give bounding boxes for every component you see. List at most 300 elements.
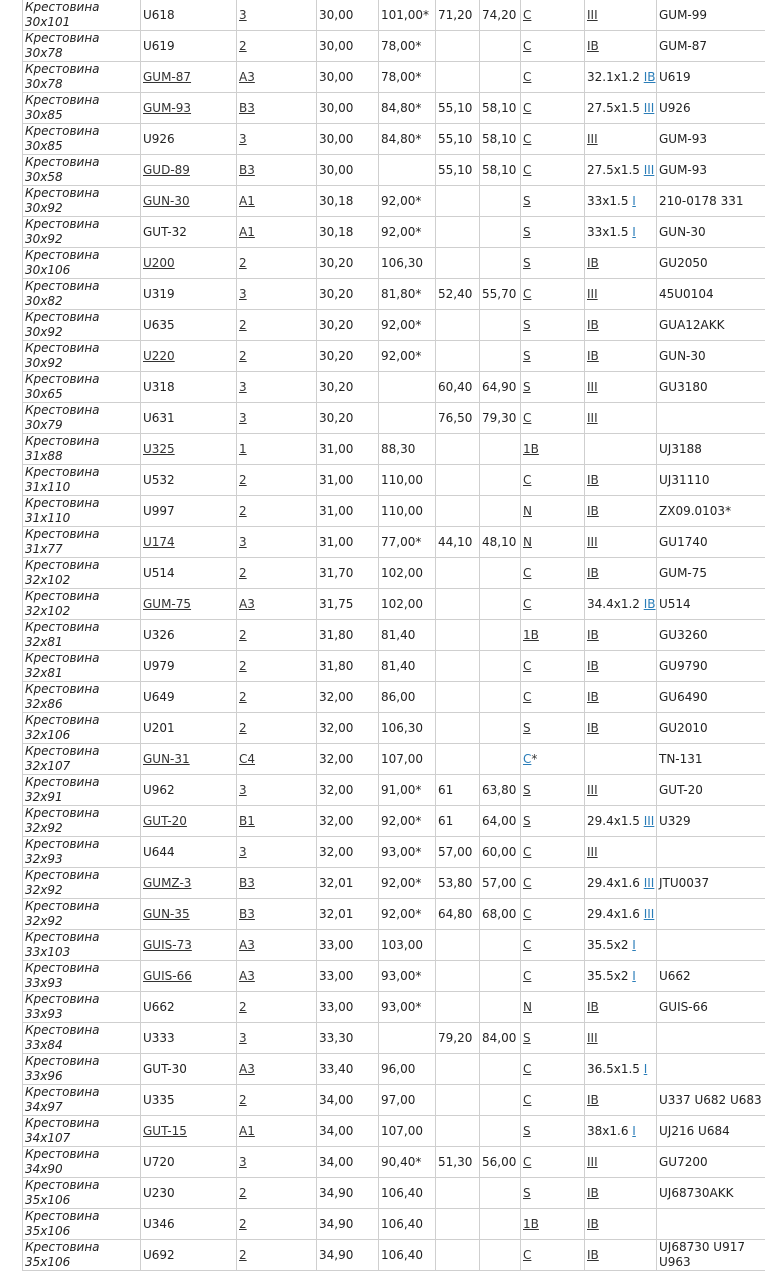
seal-link[interactable]: IB [587,628,599,642]
dimension-d: 32,00 [319,690,353,704]
cross-ref: GUM-93 [659,132,707,146]
dimension-a: 57,00 [438,845,472,859]
table-row [23,1209,765,1240]
bearing-type-link[interactable]: 1B [523,628,539,642]
part-code-link[interactable]: GUN-35 [143,907,190,921]
type-link[interactable]: 3 [239,783,247,797]
dimension-a-cell [436,1147,480,1178]
dimension-d-cell [317,1240,379,1271]
part-code: U644 [143,845,175,859]
part-name-cell [23,992,141,1023]
seal-link[interactable]: IB [587,1248,599,1262]
bearing-type-link[interactable]: C [523,690,531,704]
type-link[interactable]: 3 [239,411,247,425]
dimension-b-cell [480,806,521,837]
part-code-cell [141,341,237,372]
bearing-type-link[interactable]: C [523,1248,531,1262]
bearing-type-link[interactable]: C [523,1062,531,1076]
dimension-d-cell [317,434,379,465]
table-row [23,961,765,992]
table-row [23,1116,765,1147]
part-code-link[interactable]: U174 [143,535,175,549]
dimension-l-cell [379,713,436,744]
type-link[interactable]: A3 [239,938,255,952]
part-code: U618 [143,8,175,22]
table-row [23,744,765,775]
seal-cell [585,744,657,775]
bearing-type-link[interactable]: C [523,938,531,952]
dimension-b-cell [480,93,521,124]
bearing-type-cell [521,496,585,527]
type-link[interactable]: 2 [239,721,247,735]
type-link[interactable]: 2 [239,504,247,518]
bearing-type-link[interactable]: C [523,70,531,84]
cross-ref: GUM-87 [659,39,707,53]
cross-ref: GUM-93 [659,163,707,177]
seal-cell [585,1023,657,1054]
seal-link[interactable]: III [587,380,598,394]
dimension-l-cell [379,868,436,899]
part-code: U979 [143,659,175,673]
type-cell [237,651,317,682]
part-code: U619 [143,39,175,53]
type-link[interactable]: A1 [239,194,255,208]
bearing-type-cell [521,310,585,341]
seal-link[interactable]: IB [587,318,599,332]
part-code-link[interactable]: GUMZ-3 [143,876,191,890]
bearing-type-link[interactable]: C [523,163,531,177]
bearing-type-link[interactable]: C [523,659,531,673]
dimension-a-cell [436,0,480,31]
cross-ref: GUN-30 [659,349,706,363]
type-link[interactable]: 2 [239,1248,247,1262]
cross-ref: UJ31110 [659,473,710,487]
type-cell [237,1023,317,1054]
seal-link[interactable]: III [587,845,598,859]
dimension-l: 91,00* [381,783,421,797]
dimension-l: 110,00 [381,473,423,487]
bearing-type-link[interactable]: N [523,1000,532,1014]
part-code-cell [141,1023,237,1054]
dimension-b-cell [480,31,521,62]
dimension-d: 34,90 [319,1217,353,1231]
type-link[interactable]: B1 [239,814,255,828]
part-code-link[interactable]: GUM-87 [143,70,191,84]
seal-link[interactable]: I [632,1124,636,1138]
bearing-type-link[interactable]: S [523,318,531,332]
type-link[interactable]: A3 [239,70,255,84]
dimension-l: 101,00* [381,8,429,22]
bearing-type-cell [521,713,585,744]
bearing-type-link[interactable]: S [523,194,531,208]
seal-link[interactable]: IB [587,256,599,270]
seal-link[interactable]: III [587,8,598,22]
seal-cell [585,465,657,496]
dimension-a: 61 [438,814,453,828]
seal-size: 29.4x1.6 [587,907,644,921]
type-link[interactable]: 2 [239,566,247,580]
bearing-type-link[interactable]: C [523,132,531,146]
cross-ref-cell [657,1240,765,1271]
type-link[interactable]: 2 [239,256,247,270]
type-cell [237,961,317,992]
dimension-l-cell [379,1054,436,1085]
seal-link[interactable]: IB [587,659,599,673]
bearing-type-link[interactable]: C [523,101,531,115]
seal-link[interactable]: IB [587,721,599,735]
type-link[interactable]: 3 [239,8,247,22]
part-name-cell [23,1209,141,1240]
part-name-cell [23,0,141,31]
part-code-cell [141,992,237,1023]
seal-link[interactable]: IB [644,597,656,611]
seal-link[interactable]: I [632,225,636,239]
seal-link[interactable]: III [587,132,598,146]
part-code-link[interactable]: U325 [143,442,175,456]
dimension-b-cell [480,1116,521,1147]
dimension-d: 32,00 [319,814,353,828]
type-link[interactable]: 1 [239,442,247,456]
seal-link[interactable]: III [644,907,655,921]
cross-ref-cell [657,1054,765,1085]
part-code-link[interactable]: GUT-15 [143,1124,187,1138]
type-link[interactable]: 2 [239,1217,247,1231]
dimension-d: 32,00 [319,752,353,766]
table-row [23,1054,765,1085]
dimension-d-cell [317,1209,379,1240]
bearing-type-link[interactable]: C [523,473,531,487]
part-name-cell [23,465,141,496]
bearing-type-link[interactable]: C [523,969,531,983]
type-link[interactable]: A3 [239,969,255,983]
cross-ref: JTU0037 [659,876,709,890]
bearing-type-link[interactable]: C [523,287,531,301]
seal-link[interactable]: III [587,1031,598,1045]
dimension-a: 76,50 [438,411,472,425]
dimension-d-cell [317,186,379,217]
type-cell [237,93,317,124]
bearing-type-link[interactable]: S [523,1124,531,1138]
dimension-b-cell [480,775,521,806]
part-name-cell [23,93,141,124]
seal-link[interactable]: IB [587,1093,599,1107]
type-link[interactable]: 2 [239,39,247,53]
bearing-type-cell [521,527,585,558]
bearing-type-link[interactable]: 1B [523,1217,539,1231]
type-link[interactable]: 3 [239,845,247,859]
bearing-type-cell [521,0,585,31]
cross-ref-cell [657,899,765,930]
part-code-link[interactable]: GUD-89 [143,163,190,177]
part-name: Крестовина 32x81 [25,620,100,649]
cross-ref: GU1740 [659,535,708,549]
cross-ref: GUM-75 [659,566,707,580]
bearing-type-link[interactable]: S [523,814,531,828]
dimension-b-cell [480,527,521,558]
type-link[interactable]: 2 [239,349,247,363]
part-name-cell [23,341,141,372]
part-name: Крестовина 31x110 [25,496,100,525]
cross-ref: GU6490 [659,690,708,704]
part-name-cell [23,217,141,248]
seal-link[interactable]: I [632,938,636,952]
seal-link[interactable]: III [644,876,655,890]
dimension-l: 78,00* [381,39,421,53]
type-link[interactable]: 2 [239,690,247,704]
seal-link[interactable]: IB [587,690,599,704]
part-code-link[interactable]: GUN-31 [143,752,190,766]
type-cell [237,434,317,465]
type-link[interactable]: 3 [239,287,247,301]
type-cell [237,868,317,899]
seal-link[interactable]: IB [587,473,599,487]
seal-cell [585,806,657,837]
seal-link[interactable]: III [587,535,598,549]
dimension-d-cell [317,1085,379,1116]
cross-ref-cell [657,31,765,62]
bearing-type-link[interactable]: C [523,566,531,580]
bearing-type-cell [521,682,585,713]
part-code-link[interactable]: GUIS-66 [143,969,192,983]
part-code-link[interactable]: GUT-20 [143,814,187,828]
type-link[interactable]: A1 [239,1124,255,1138]
type-cell [237,31,317,62]
dimension-l-cell [379,496,436,527]
bearing-type-link[interactable]: S [523,349,531,363]
type-link[interactable]: A1 [239,225,255,239]
dimension-b-cell [480,310,521,341]
seal-link[interactable]: IB [587,1000,599,1014]
seal-link[interactable]: III [587,783,598,797]
part-code-link[interactable]: GUM-93 [143,101,191,115]
type-link[interactable]: 3 [239,535,247,549]
bearing-type-link[interactable]: C [523,597,531,611]
dimension-d-cell [317,837,379,868]
type-link[interactable]: B3 [239,163,255,177]
dimension-a-cell [436,930,480,961]
seal-link[interactable]: III [644,163,655,177]
part-name: Крестовина 30x79 [25,403,100,432]
seal-cell [585,713,657,744]
type-link[interactable]: B3 [239,907,255,921]
part-name-cell [23,1116,141,1147]
part-name: Крестовина 32x91 [25,775,100,804]
seal-cell [585,1054,657,1085]
type-link[interactable]: A3 [239,1062,255,1076]
seal-link[interactable]: IB [587,349,599,363]
bearing-type-cell [521,1178,585,1209]
type-link[interactable]: 2 [239,1186,247,1200]
dimension-b-cell [480,558,521,589]
bearing-type-link[interactable]: C [523,907,531,921]
seal-link[interactable]: IB [587,566,599,580]
part-name-cell [23,496,141,527]
dimension-d-cell [317,527,379,558]
type-link[interactable]: 2 [239,473,247,487]
dimension-d-cell [317,1054,379,1085]
cross-ref-cell [657,930,765,961]
dimension-d-cell [317,620,379,651]
type-cell [237,1240,317,1271]
seal-cell [585,496,657,527]
dimension-l-cell [379,465,436,496]
type-link[interactable]: 2 [239,318,247,332]
bearing-type-link[interactable]: C [523,411,531,425]
part-code-cell [141,217,237,248]
seal-link[interactable]: I [632,194,636,208]
dimension-l-cell [379,1240,436,1271]
seal-link[interactable]: IB [587,39,599,53]
dimension-d-cell [317,0,379,31]
dimension-l-cell [379,527,436,558]
part-code-link[interactable]: GUIS-73 [143,938,192,952]
cross-ref-cell [657,620,765,651]
part-code-cell [141,155,237,186]
type-link[interactable]: 3 [239,1031,247,1045]
bearing-type-link[interactable]: N [523,504,532,518]
cross-ref: U329 [659,814,691,828]
bearing-type-link[interactable]: C [523,1093,531,1107]
type-link[interactable]: 2 [239,628,247,642]
seal-link[interactable]: IB [587,1186,599,1200]
cross-ref-cell [657,837,765,868]
part-name-cell [23,155,141,186]
dimension-a: 64,80 [438,907,472,921]
type-link[interactable]: A3 [239,597,255,611]
part-code: U514 [143,566,175,580]
seal-link[interactable]: IB [587,504,599,518]
dimension-b: 57,00 [482,876,516,890]
bearing-type-link[interactable]: S [523,380,531,394]
cross-ref-cell [657,372,765,403]
part-name: Крестовина 30x78 [25,31,100,60]
type-link[interactable]: B3 [239,101,255,115]
bearing-type-cell [521,217,585,248]
part-name: Крестовина 31x88 [25,434,100,463]
table-row [23,837,765,868]
dimension-a-cell [436,589,480,620]
dimension-a-cell [436,434,480,465]
dimension-d-cell [317,992,379,1023]
type-link[interactable]: C4 [239,752,255,766]
part-code: U926 [143,132,175,146]
dimension-l-cell [379,93,436,124]
table-row [23,899,765,930]
part-code: GUT-30 [143,1062,187,1076]
part-code-link[interactable]: GUN-30 [143,194,190,208]
seal-link[interactable]: III [644,814,655,828]
type-link[interactable]: B3 [239,876,255,890]
bearing-type-link[interactable]: S [523,256,531,270]
part-name: Крестовина 30x101 [25,0,100,29]
dimension-d-cell [317,558,379,589]
dimension-l-cell [379,558,436,589]
cross-ref-cell [657,1147,765,1178]
part-code-link[interactable]: U200 [143,256,175,270]
dimension-l-cell [379,31,436,62]
bearing-type-link[interactable]: C [523,845,531,859]
part-code-cell [141,1085,237,1116]
dimension-l: 92,00* [381,907,421,921]
type-cell [237,806,317,837]
bearing-type-link[interactable]: S [523,783,531,797]
type-link[interactable]: 3 [239,132,247,146]
seal-link[interactable]: IB [587,1217,599,1231]
seal-link[interactable]: I [644,1062,648,1076]
seal-cell [585,992,657,1023]
dimension-d: 31,70 [319,566,353,580]
seal-link[interactable]: III [644,101,655,115]
type-link[interactable]: 3 [239,1155,247,1169]
bearing-type-link[interactable]: 1B [523,442,539,456]
bearing-type-link[interactable]: C [523,8,531,22]
seal-link[interactable]: III [587,1155,598,1169]
dimension-d-cell [317,155,379,186]
seal-link[interactable]: III [587,411,598,425]
bearing-type-link[interactable]: S [523,225,531,239]
type-cell [237,372,317,403]
dimension-l: 107,00 [381,1124,423,1138]
dimension-a-cell [436,620,480,651]
part-code-link[interactable]: GUM-75 [143,597,191,611]
dimension-d-cell [317,1147,379,1178]
seal-link[interactable]: I [632,969,636,983]
bearing-type-link[interactable]: S [523,721,531,735]
type-link[interactable]: 2 [239,659,247,673]
type-link[interactable]: 3 [239,380,247,394]
part-name: Крестовина 35x106 [25,1178,100,1207]
part-code-link[interactable]: U220 [143,349,175,363]
seal-cell [585,434,657,465]
bearing-type-link[interactable]: C [523,752,531,766]
bearing-type-link[interactable]: S [523,1031,531,1045]
cross-ref-cell [657,465,765,496]
dimension-d-cell [317,465,379,496]
type-cell [237,589,317,620]
cross-ref: GU3180 [659,380,708,394]
part-name: Крестовина 32x93 [25,837,100,866]
type-link[interactable]: 2 [239,1000,247,1014]
part-name-cell [23,651,141,682]
part-code-cell [141,465,237,496]
bearing-type-link[interactable]: C [523,39,531,53]
part-name: Крестовина 33x84 [25,1023,100,1052]
type-cell [237,186,317,217]
type-cell [237,310,317,341]
dimension-l-cell [379,217,436,248]
bearing-type-cell [521,248,585,279]
dimension-l: 93,00* [381,1000,421,1014]
type-cell [237,620,317,651]
part-name: Крестовина 32x92 [25,806,100,835]
dimension-l-cell [379,186,436,217]
bearing-type-link[interactable]: C [523,1155,531,1169]
type-link[interactable]: 2 [239,1093,247,1107]
bearing-type-link[interactable]: C [523,876,531,890]
part-name: Крестовина 33x103 [25,930,100,959]
dimension-l: 102,00 [381,566,423,580]
cross-ref-cell [657,1023,765,1054]
type-cell [237,1116,317,1147]
cross-ref-cell [657,744,765,775]
seal-link[interactable]: III [587,287,598,301]
cross-ref: U619 [659,70,691,84]
seal-link[interactable]: IB [644,70,656,84]
bearing-type-link[interactable]: S [523,1186,531,1200]
seal-cell [585,558,657,589]
bearing-type-cell [521,558,585,589]
bearing-type-link[interactable]: N [523,535,532,549]
